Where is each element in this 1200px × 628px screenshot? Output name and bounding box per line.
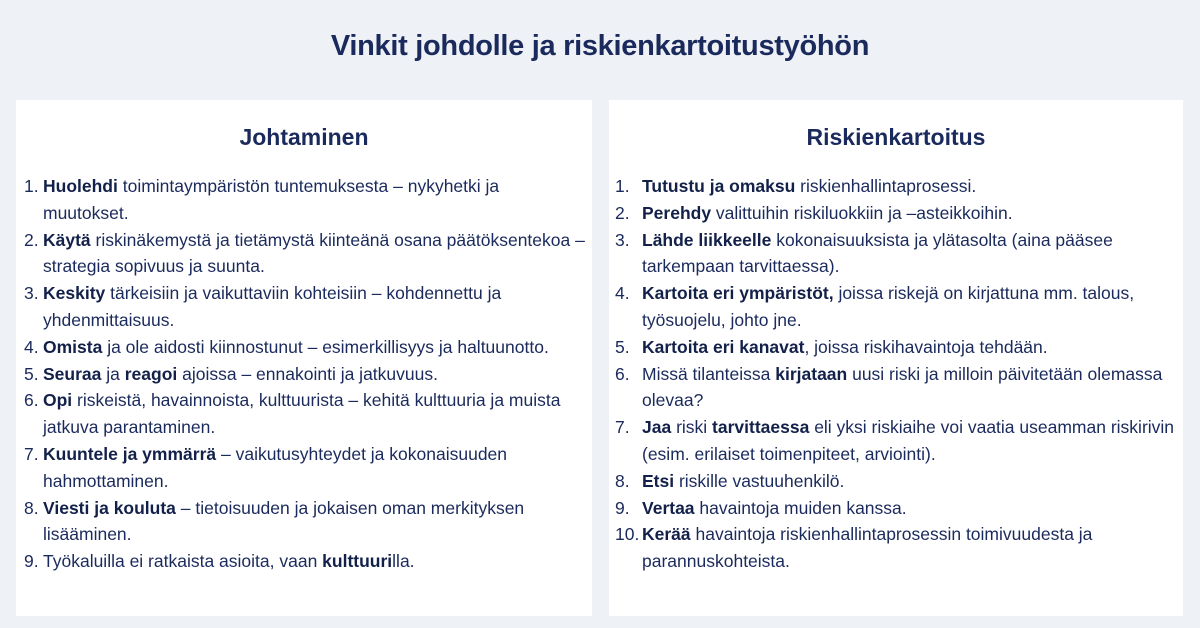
list-item xyxy=(24,548,586,575)
list-item-text: havaintoja muiden kanssa. xyxy=(694,497,907,518)
risk-mapping-panel xyxy=(609,100,1183,616)
list-item-emphasis: Viesti ja kouluta xyxy=(43,497,176,518)
list-item-emphasis: Kerää xyxy=(642,524,691,545)
risk-mapping-heading: Riskienkartoitus xyxy=(806,124,986,150)
list-item xyxy=(615,280,1183,334)
list-item-number: 1. xyxy=(615,176,630,196)
list-item-emphasis: kulttuuri xyxy=(322,551,393,572)
list-item-text: riskeistä, havainnoista, kulttuurista – kehitä kulttuuria ja muista jatkuva parantaminen. xyxy=(43,390,561,438)
list-item xyxy=(615,468,1183,495)
list-item-emphasis: Keskity xyxy=(43,283,106,304)
list-item-number: 9. xyxy=(24,551,39,572)
list-item-number: 4. xyxy=(615,283,630,304)
leadership-heading: Johtaminen xyxy=(239,124,369,150)
list-item-text: havaintoja riskienhallintaprosessin toimivuudesta ja parannuskohteista. xyxy=(642,524,1093,572)
list-item-text: Työkaluilla ei ratkaista asioita, vaan xyxy=(43,551,323,572)
list-item xyxy=(24,361,586,388)
list-item-text: ja xyxy=(101,363,125,384)
list-item xyxy=(24,280,586,334)
list-item xyxy=(615,414,1183,468)
list-item-number: 7. xyxy=(615,417,630,438)
list-item-text: uusi riski ja milloin päivitetään olemassa olevaa? xyxy=(642,363,1163,411)
list-item xyxy=(615,200,1183,227)
list-item-number: 8. xyxy=(615,470,630,491)
list-item xyxy=(615,334,1183,361)
list-item-number: 2. xyxy=(24,229,39,250)
list-item-number: 5. xyxy=(615,336,630,357)
list-item-emphasis: Etsi xyxy=(642,470,675,491)
list-item-emphasis: Opi xyxy=(43,390,73,411)
list-item-number: 4. xyxy=(24,336,39,357)
list-item-text: tärkeisiin ja vaikuttaviin kohteisiin – kohdennettu ja yhdenmittaisuus. xyxy=(43,283,502,330)
list-item xyxy=(615,521,1183,575)
leadership-list xyxy=(24,173,586,575)
list-item-text: ajoissa – ennakointi ja jatkuvuus. xyxy=(177,363,438,384)
list-item-text: – vaikutusyhteydet ja kokonaisuuden hahmottaminen. xyxy=(43,443,508,491)
list-item xyxy=(24,441,586,495)
list-item-number: 1. xyxy=(24,176,39,196)
list-item-text: riskinäkemystä ja tietämystä kiinteänä osana päätöksentekoa – strategia sopivuus ja suunta. xyxy=(43,229,585,277)
list-item xyxy=(615,173,1183,200)
list-item-number: 8. xyxy=(24,497,39,518)
list-item-emphasis: Tutustu ja omaksu xyxy=(642,176,796,196)
list-item-number: 7. xyxy=(24,443,39,464)
list-item-emphasis: Perehdy xyxy=(642,202,712,223)
list-item xyxy=(24,495,586,549)
list-item-text: ja ole aidosti kiinnostunut – esimerkillisyys ja haltuunotto. xyxy=(102,336,549,357)
page-title: Vinkit johdolle ja riskienkartoitustyöhön xyxy=(330,30,870,62)
list-item-emphasis: Jaa xyxy=(642,417,672,438)
list-item-text: lla. xyxy=(392,551,415,572)
list-item-emphasis: Huolehdi xyxy=(43,176,118,196)
list-item-emphasis: Lähde liikkeelle xyxy=(642,229,772,250)
list-item-text: riski xyxy=(671,417,713,438)
list-item-number: 6. xyxy=(24,390,39,411)
list-item-number: 3. xyxy=(24,283,39,304)
list-item-text: valittuihin riskiluokkiin ja –asteikkoihin. xyxy=(711,202,1013,223)
list-item-emphasis: Seuraa xyxy=(43,363,102,384)
list-item-text: Missä tilanteissa xyxy=(642,363,776,384)
list-item xyxy=(24,173,586,227)
risk-mapping-list xyxy=(615,173,1183,575)
list-item-text: , joissa riskihavaintoja tehdään. xyxy=(804,336,1048,357)
list-item-text: riskille vastuuhenkilö. xyxy=(674,470,845,491)
list-item xyxy=(615,227,1183,281)
list-item-text: joissa riskejä on kirjattuna mm. talous, työsuojelu, johto jne. xyxy=(642,283,1135,330)
leadership-panel xyxy=(16,100,592,616)
list-item-emphasis: Kartoita eri ympäristöt, xyxy=(642,283,834,304)
list-item xyxy=(24,227,586,281)
list-item xyxy=(24,334,586,361)
list-item-number: 10. xyxy=(615,524,640,545)
list-item-emphasis: Omista xyxy=(43,336,103,357)
list-item-text: riskienhallintaprosessi. xyxy=(795,176,977,196)
list-item-emphasis: kirjataan xyxy=(775,363,848,384)
list-item-emphasis: Käytä xyxy=(43,229,91,250)
list-item-text: – tietoisuuden ja jokaisen oman merkityksen lisääminen. xyxy=(43,497,525,545)
list-item-text: kokonaisuuksista ja ylätasolta (aina pääsee tarkempaan tarvittaessa). xyxy=(642,229,1113,277)
list-item-number: 6. xyxy=(615,363,630,384)
list-item-number: 2. xyxy=(615,202,630,223)
list-item xyxy=(615,361,1183,415)
list-item-emphasis: reagoi xyxy=(124,363,178,384)
list-item-number: 5. xyxy=(24,363,39,384)
list-item-text: toimintaympäristön tuntemuksesta – nykyhetki ja muutokset. xyxy=(43,176,500,223)
list-item-text: eli yksi riskiaihe voi vaatia useamman riskirivin (esim. erilaiset toimenpiteet, arviointi). xyxy=(642,417,1175,464)
list-item-number: 9. xyxy=(615,497,630,518)
list-item-number: 3. xyxy=(615,229,630,250)
list-item-emphasis: Vertaa xyxy=(642,497,695,518)
list-item xyxy=(615,495,1183,522)
list-item-emphasis: Kartoita eri kanavat xyxy=(642,336,805,357)
list-item xyxy=(24,387,586,441)
list-item-emphasis: Kuuntele ja ymmärrä xyxy=(43,443,217,464)
list-item-emphasis: tarvittaessa xyxy=(712,417,810,438)
